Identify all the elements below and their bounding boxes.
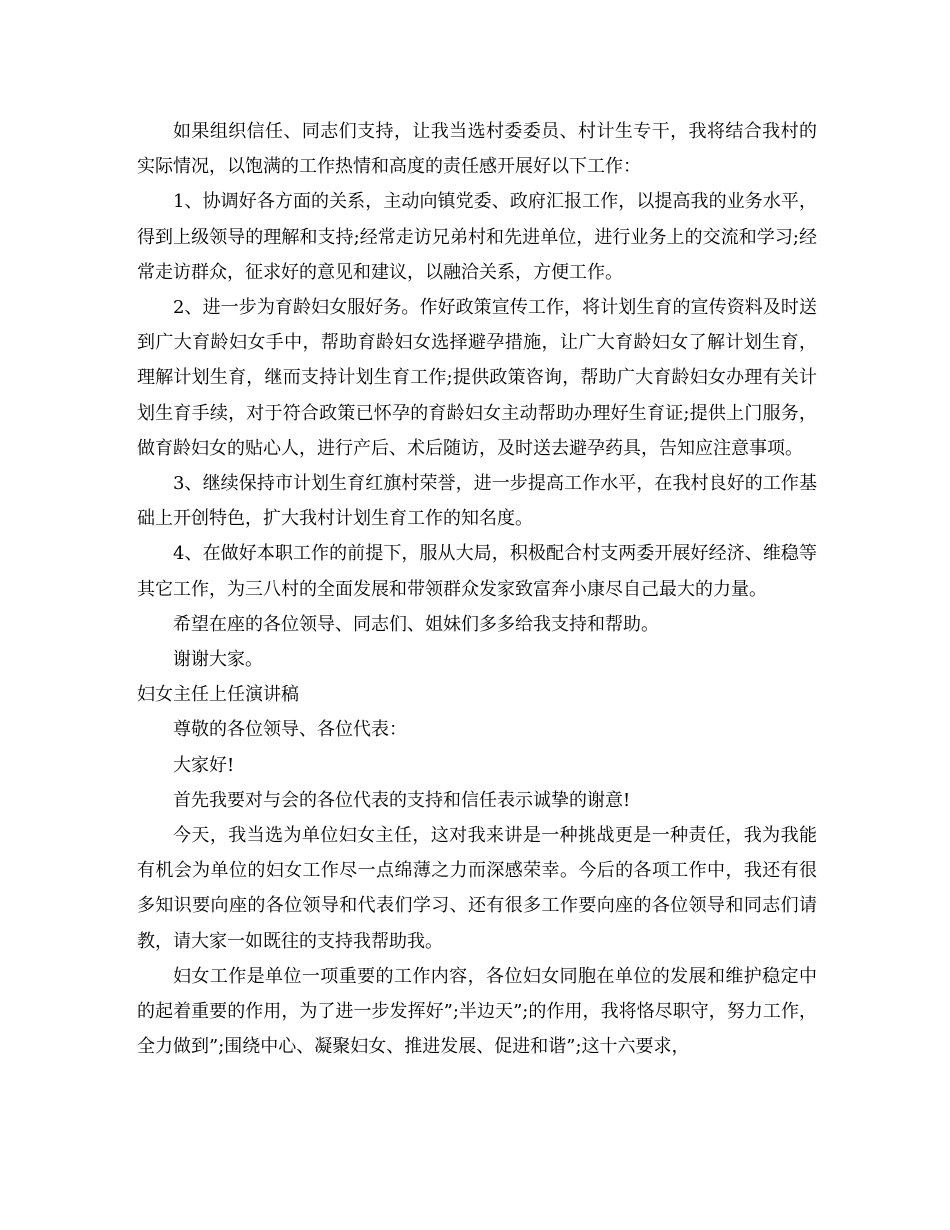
paragraph-greeting: 大家好! [173,754,235,776]
paragraph-item-1: 1、协调好各方面的关系，主动向镇党委、政府汇报工作，以提高我的业务水平，得到上级领导的理解和支持;经常走访兄弟村和先进单位，进行业务上的交流和学习;经常走访群众，征求好的意见和建议，以融洽关系，方便工作。 [137,191,817,283]
document-page [137,114,817,1064]
paragraph-hope: 希望在座的各位领导、同志们、姐妹们多多给我支持和帮助。 [173,613,659,635]
paragraph-gratitude: 首先我要对与会的各位代表的支持和信任表示诚挚的谢意! [173,789,631,811]
paragraph-item-3: 3、继续保持市计划生育红旗村荣誉，进一步提高工作水平，在我村良好的工作基础上开创特色，扩大我村计划生育工作的知名度。 [137,473,817,530]
section-title: 妇女主任上任演讲稿 [137,684,299,706]
paragraph-intro: 如果组织信任、同志们支持，让我当选村委委员、村计生专干，我将结合我村的实际情况，以饱满的工作热情和高度的责任感开展好以下工作： [137,121,817,178]
paragraph-thanks: 谢谢大家。 [173,649,263,671]
paragraph-item-4: 4、在做好本职工作的前提下，服从大局，积极配合村支两委开展好经济、维稳等其它工作，为三八村的全面发展和带领群众发家致富奔小康尽自己最大的力量。 [137,543,817,600]
paragraph-salutation: 尊敬的各位领导、各位代表： [173,719,407,741]
paragraph-item-2: 2、进一步为育龄妇女服好务。作好政策宣传工作，将计划生育的宣传资料及时送到广大育龄妇女手中，帮助育龄妇女选择避孕措施，让广大育龄妇女了解计划生育，理解计划生育，继而支持计划生育工作;提供政策咨询，帮助广大育龄妇女办理有关计划生育手续，对于符合政策已怀孕的育龄妇女主动帮助办理好生育证;提供上门服务，做育龄妇女的贴心人，进行产后、术后随访，及时送去避孕药具，告知应注意事项。 [137,297,817,459]
paragraph-today: 今天，我当选为单位妇女主任，这对我来讲是一种挑战更是一种责任，我为我能有机会为单位的妇女工作尽一点绵薄之力而深感荣幸。今后的各项工作中，我还有很多知识要向座的各位领导和代表们学习、还有很多工作要向座的各位领导和同志们请教，请大家一如既往的支持我帮助我。 [137,825,817,952]
paragraph-women-work: 妇女工作是单位一项重要的工作内容，各位妇女同胞在单位的发展和维护稳定中的起着重要的作用，为了进一步发挥好”;半边天”;的作用，我将恪尽职守，努力工作，全力做到”;围绕中心、凝聚妇女、推进发展、促进和谐”;这十六要求， [137,965,817,1058]
